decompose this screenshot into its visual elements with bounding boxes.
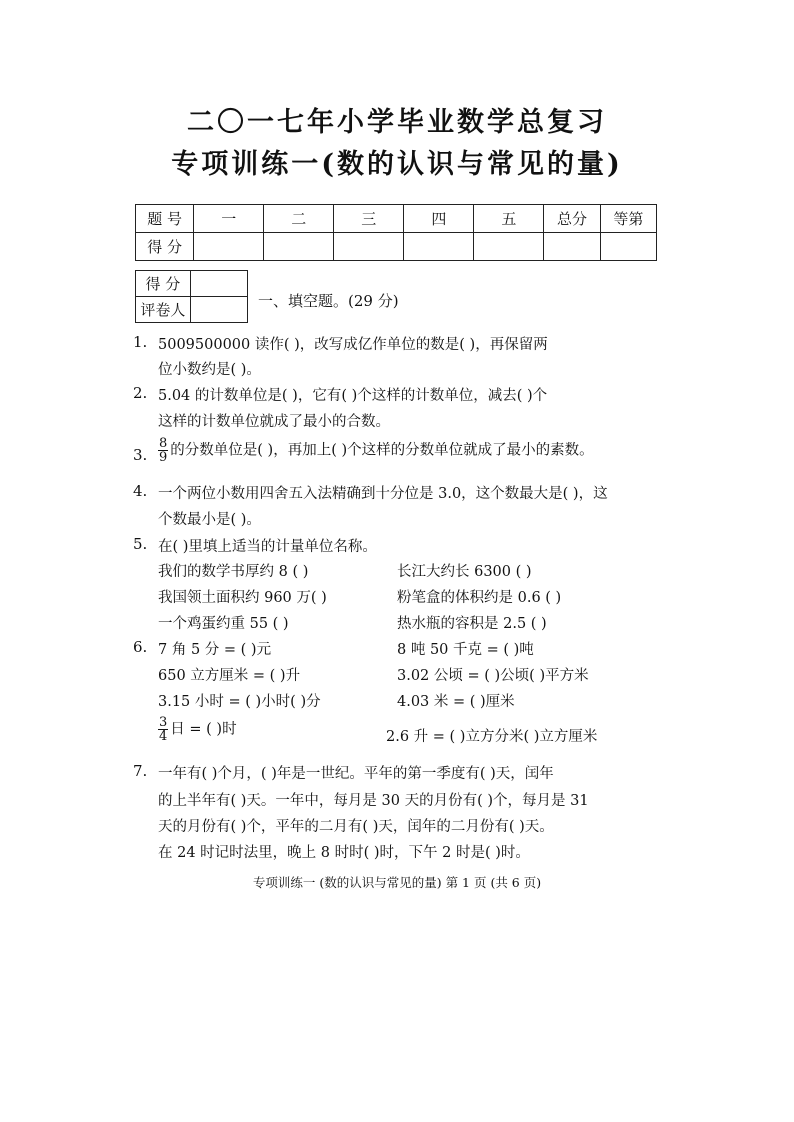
table-header-cell: 总分 [544,205,600,233]
score-cell[interactable] [544,233,600,261]
question-number: 3. [133,446,148,464]
table-header-cell: 等第 [600,205,656,233]
question-text: 个数最小是( )。 [158,512,261,528]
question-text: 的上半年有( )天。一年中，每月是 30 天的月份有( )个，每月是 31 [158,793,589,809]
score-cell[interactable] [264,233,334,261]
question-number: 2. [133,384,148,402]
question-text: 我们的数学书厚约 8 ( ) [158,564,309,580]
table-header-cell: 二 [264,205,334,233]
score-cell[interactable] [194,233,264,261]
page-footer: 专项训练一 (数的认识与常见的量) 第 1 页 (共 6 页) [252,875,542,890]
grader-score-label: 得 分 [136,271,191,297]
question-text: 我国领土面积约 960 万( ) [158,590,327,606]
question-text: 一个鸡蛋约重 55 ( ) [158,616,289,632]
question-number: 4. [133,482,148,500]
question-text: $\frac{3}{4}$ 日 = ( )时 [159,715,237,744]
score-table [135,204,657,261]
question-number: 6. [133,638,148,656]
question-text: 热水瓶的容积是 2.5 ( ) [397,616,547,632]
question-number: 1. [133,333,148,351]
question-text: 650 立方厘米 = ( )升 [158,668,301,684]
grader-cell[interactable] [190,297,247,323]
table-header-cell: 三 [334,205,404,233]
score-cell[interactable] [474,233,544,261]
question-text: 长江大约长 6300 ( ) [397,564,532,580]
question-text: 2.6 升 = ( )立方分米( )立方厘米 [386,729,598,745]
score-cell[interactable] [334,233,404,261]
question-number: 5. [133,535,148,553]
question-text: 5.04 的计数单位是( )，它有( )个这样的计数单位，减去( )个 [158,388,548,404]
question-number: 7. [133,762,148,780]
question-text: 一年有( )个月，( )年是一世纪。平年的第一季度有( )天，闰年 [158,766,554,782]
table-header-cell: 五 [474,205,544,233]
grader-label: 评卷人 [136,297,191,323]
question-text: 一个两位小数用四舍五入法精确到十分位是 3.0，这个数最大是( )，这 [158,486,608,502]
question-text: 在( )里填上适当的计量单位名称。 [158,539,377,555]
question-text: 5009500000 读作( )，改写成亿作单位的数是( )，再保留两 [158,337,548,353]
fraction: $\frac{3}{4}$ [159,715,168,744]
question-text: 3.02 公顷 = ( )公顷( )平方米 [397,668,589,684]
score-cell[interactable] [600,233,656,261]
table-row-label: 得 分 [136,233,194,261]
question-text: 8 吨 50 千克 = ( )吨 [397,642,534,658]
page-subtitle: 专项训练一(数的认识与常见的量) [171,149,623,180]
table-header-cell: 四 [404,205,474,233]
grader-box [135,270,248,323]
question-text: 天的月份有( )个，平年的二月有( )天，闰年的二月份有( )天。 [158,819,554,835]
question-text: 3.15 小时 = ( )小时( )分 [158,694,321,710]
grader-score-cell[interactable] [190,271,247,297]
question-text: 位小数约是( )。 [158,362,261,378]
section-title: 一、填空题。(29 分) [258,292,399,310]
fraction: $\frac{8}{9}$ [159,436,168,465]
question-text: 粉笔盒的体积约是 0.6 ( ) [397,590,562,606]
question-text: $\frac{8}{9}$ 的分数单位是( )，再加上( )个这样的分数单位就成了最小的素数。 [159,436,594,465]
question-text: 4.03 米 = ( )厘米 [397,694,515,710]
page-title: 二〇一七年小学毕业数学总复习 [187,107,607,138]
score-cell[interactable] [404,233,474,261]
question-text: 这样的计数单位就成了最小的合数。 [158,414,390,430]
table-header-cell: 题 号 [136,205,194,233]
question-text: 在 24 时记时法里，晚上 8 时时( )时，下午 2 时是( )时。 [158,845,530,861]
question-text: 7 角 5 分 = ( )元 [158,642,272,658]
table-header-cell: 一 [194,205,264,233]
